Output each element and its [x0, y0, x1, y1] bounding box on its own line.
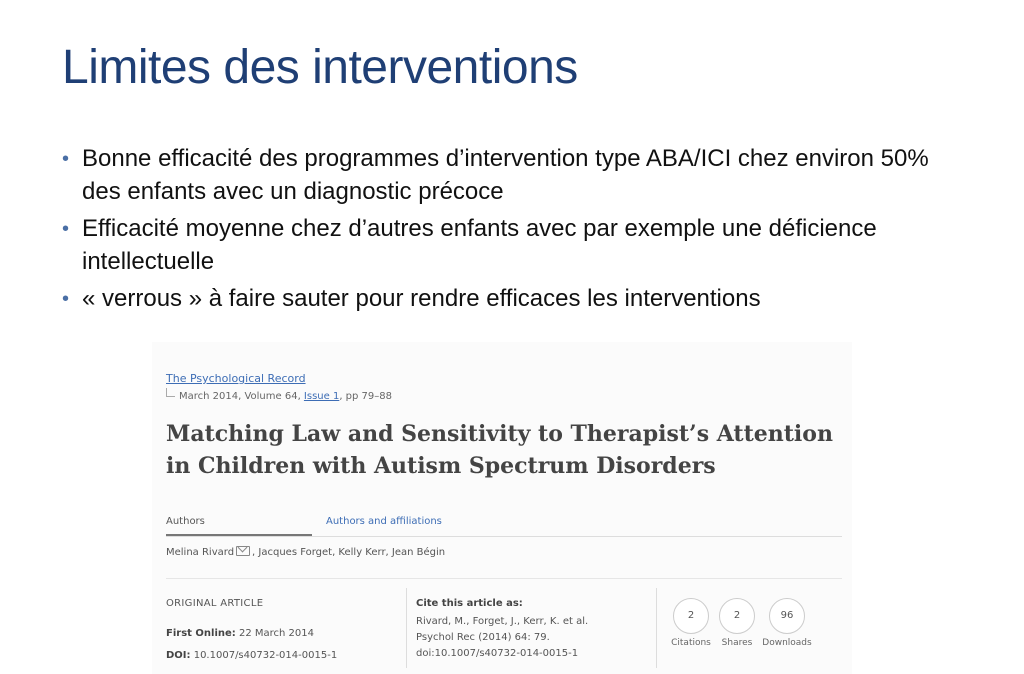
metric-label: Downloads: [762, 638, 812, 648]
bullet-icon: •: [62, 148, 70, 170]
first-online: [166, 628, 314, 639]
cite-line: Psychol Rec (2014) 64: 79.: [416, 632, 550, 643]
metric-value: 96: [769, 598, 805, 634]
metric-value: 2: [719, 598, 755, 634]
cite-heading: Cite this article as:: [416, 598, 523, 609]
bullet-item: [62, 282, 962, 315]
metric-downloads[interactable]: [760, 598, 814, 648]
article-title: Matching Law and Sensitivity to Therapist’s Attention in Children with Autism Spectrum Disorders: [166, 421, 833, 479]
bullet-list: [62, 142, 962, 319]
issue-suffix: , pp 79–88: [339, 391, 393, 402]
email-icon[interactable]: [236, 546, 250, 556]
article-type: ORIGINAL ARTICLE: [166, 598, 264, 609]
issue-prefix: March 2014, Volume 64,: [179, 391, 304, 402]
metric-value: 2: [673, 598, 709, 634]
bullet-icon: •: [62, 288, 70, 310]
metric-label: Shares: [721, 638, 753, 648]
bullet-text: Efficacité moyenne chez d’autres enfants avec par exemple une déficience intellectuelle: [82, 215, 877, 275]
column-divider: [406, 588, 407, 668]
author-first[interactable]: Melina Rivard: [166, 547, 235, 558]
tab-authors-affiliations[interactable]: Authors and affiliations: [326, 516, 442, 527]
slide-title: Limites des interventions: [62, 41, 578, 94]
first-online-label: First Online:: [166, 628, 236, 639]
doi: [166, 650, 337, 661]
article-screenshot: [152, 342, 852, 674]
cite-line: Rivard, M., Forget, J., Kerr, K. et al.: [416, 616, 589, 627]
bullet-item: [62, 212, 962, 278]
tab-authors[interactable]: Authors: [166, 516, 205, 527]
cite-line: doi:10.1007/s40732-014-0015-1: [416, 648, 579, 659]
bullet-icon: •: [62, 218, 70, 240]
bullet-item: [62, 142, 962, 208]
author-list: [166, 546, 445, 558]
doi-label: DOI:: [166, 650, 191, 661]
meta-divider: [166, 578, 842, 579]
tree-branch-icon: [166, 388, 175, 397]
bullet-text: « verrous » à faire sauter pour rendre efficaces les interventions: [82, 285, 761, 312]
issue-line: [166, 388, 392, 402]
column-divider: [656, 588, 657, 668]
bullet-text: Bonne efficacité des programmes d’intervention type ABA/ICI chez environ 50% des enfants avec un diagnostic précoce: [82, 145, 929, 205]
metric-label: Citations: [671, 638, 711, 648]
journal-link[interactable]: The Psychological Record: [166, 372, 306, 385]
doi-value: 10.1007/s40732-014-0015-1: [190, 650, 338, 661]
author-others: , Jacques Forget, Kelly Kerr, Jean Bégin: [252, 547, 446, 558]
tab-divider: [166, 536, 842, 537]
cite-text: [416, 614, 588, 662]
issue-link[interactable]: Issue 1: [303, 391, 340, 402]
metric-shares[interactable]: [710, 598, 764, 648]
first-online-value: 22 March 2014: [235, 628, 314, 639]
